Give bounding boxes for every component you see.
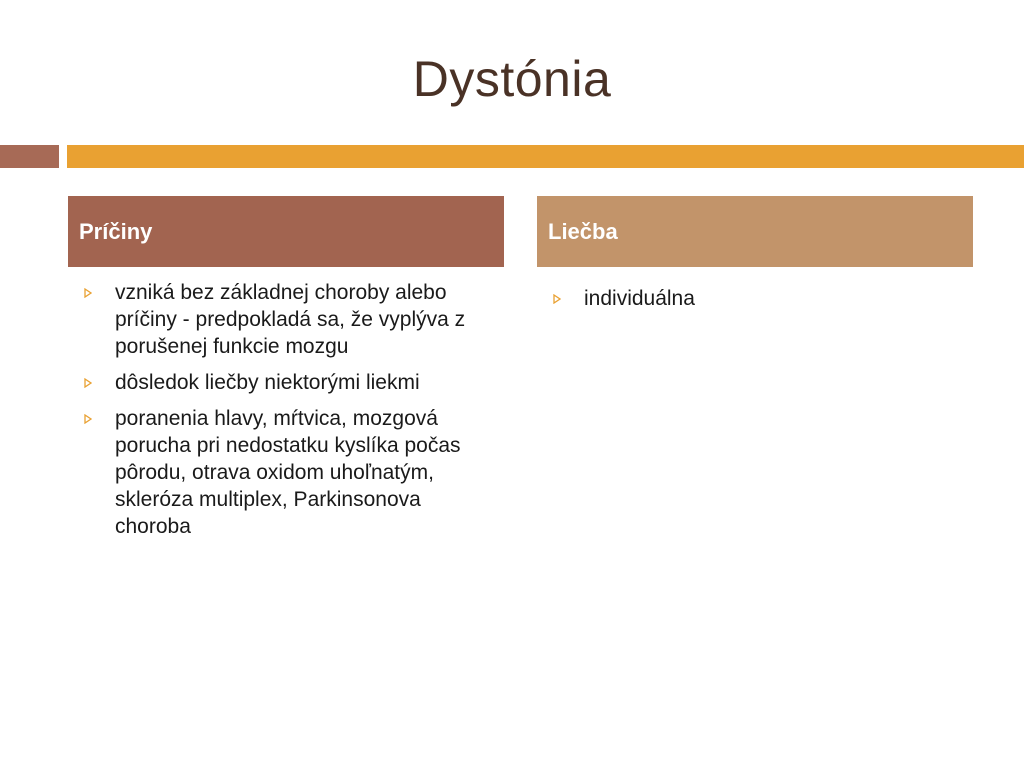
column-causes	[68, 196, 504, 549]
list-item-text: vzniká bez základnej choroby alebo príčiny - predpokladá sa, že vyplýva z porušenej funkcie mozgu	[115, 281, 466, 358]
accent-bar-right	[67, 145, 1024, 168]
list-item-text: dôsledok liečby niektorými liekmi	[115, 371, 420, 394]
column-treatment	[537, 196, 973, 321]
arrow-bullet-icon	[551, 285, 563, 312]
list-item	[68, 279, 504, 360]
list-item	[68, 369, 504, 396]
list-item-text: individuálna	[584, 287, 695, 310]
arrow-bullet-icon	[82, 369, 94, 396]
column-header-treatment: Liečba	[537, 196, 973, 267]
list-item-text: poranenia hlavy, mŕtvica, mozgová porucha pri nedostatku kyslíka počas pôrodu, otrava oxidom uhoľnatým, skleróza multiplex, Parkinsonova choroba	[115, 407, 461, 538]
treatment-list	[537, 267, 973, 312]
list-item	[68, 405, 504, 540]
arrow-bullet-icon	[82, 279, 94, 306]
causes-list	[68, 267, 504, 540]
accent-bar-left	[0, 145, 59, 168]
slide-title: Dystónia	[412, 51, 612, 107]
column-header-causes: Príčiny	[68, 196, 504, 267]
arrow-bullet-icon	[82, 405, 94, 432]
list-item	[537, 285, 973, 312]
